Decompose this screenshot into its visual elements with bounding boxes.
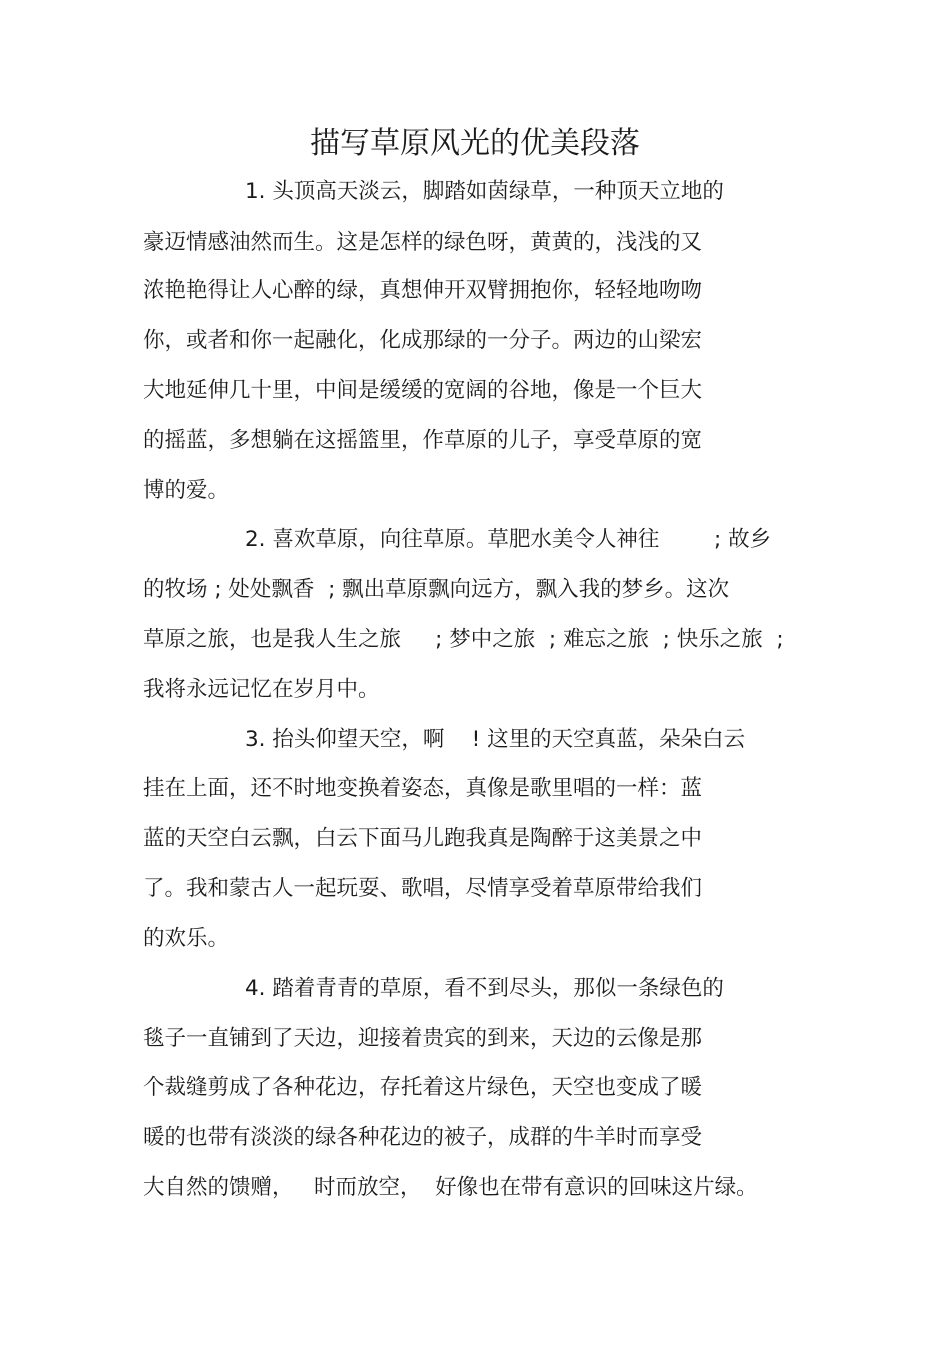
paragraph-4-line-3: 个裁缝剪成了各种花边，存托着这片绿色，天空也变成了暖 bbox=[143, 1075, 703, 1100]
paragraph-3-line-3: 蓝的天空白云飘，白云下面马儿跑我真是陶醉于这美景之中 bbox=[143, 826, 703, 851]
paragraph-4-line-4: 暖的也带有淡淡的绿各种花边的被子，成群的牛羊时而享受 bbox=[143, 1125, 703, 1150]
paragraph-3-line-1: 3. 抬头仰望天空，啊 ! 这里的天空真蓝，朵朵白云 bbox=[245, 727, 746, 752]
paragraph-4-line-5: 大自然的馈赠， 时而放空， 好像也在带有意识的回味这片绿。 bbox=[143, 1175, 758, 1200]
paragraph-1-line-5: 大地延伸几十里，中间是缓缓的宽阔的谷地，像是一个巨大 bbox=[143, 378, 703, 403]
paragraph-4-line-2: 毯子一直铺到了天边，迎接着贵宾的到来，天边的云像是那 bbox=[143, 1026, 703, 1051]
paragraph-3-line-4: 了。我和蒙古人一起玩耍、歌唱，尽情享受着草原带给我们 bbox=[143, 876, 703, 901]
paragraph-4-line-1: 4. 踏着青青的草原，看不到尽头，那似一条绿色的 bbox=[245, 976, 724, 1001]
paragraph-2-line-4: 我将永远记忆在岁月中。 bbox=[143, 677, 380, 702]
paragraph-1-line-2: 豪迈情感油然而生。这是怎样的绿色呀，黄黄的，浅浅的又 bbox=[143, 230, 703, 255]
paragraph-2-line-2: 的牧场 ; 处处飘香 ; 飘出草原飘向远方，飘入我的梦乡。这次 bbox=[143, 577, 730, 602]
paragraph-2-line-1: 2. 喜欢草原，向往草原。草肥水美令人神往 ; 故乡 bbox=[245, 527, 772, 552]
paragraph-3-line-2: 挂在上面，还不时地变换着姿态，真像是歌里唱的一样：蓝 bbox=[143, 776, 703, 801]
paragraph-1-line-4: 你，或者和你一起融化，化成那绿的一分子。两边的山梁宏 bbox=[143, 328, 703, 353]
paragraph-1-line-7: 博的爱。 bbox=[143, 478, 230, 503]
paragraph-1-line-1: 1. 头顶高天淡云，脚踏如茵绿草，一种顶天立地的 bbox=[245, 179, 724, 204]
paragraph-2-line-3: 草原之旅，也是我人生之旅 ; 梦中之旅 ; 难忘之旅 ; 快乐之旅 ; bbox=[143, 627, 784, 652]
paragraph-3-line-5: 的欢乐。 bbox=[143, 926, 230, 951]
paragraph-1-line-3: 浓艳艳得让人心醉的绿，真想伸开双臂拥抱你，轻轻地吻吻 bbox=[143, 278, 703, 303]
paragraph-1-line-6: 的摇蓝，多想躺在这摇篮里，作草原的儿子，享受草原的宽 bbox=[143, 428, 703, 453]
page-title: 描写草原风光的优美段落 bbox=[310, 126, 640, 161]
